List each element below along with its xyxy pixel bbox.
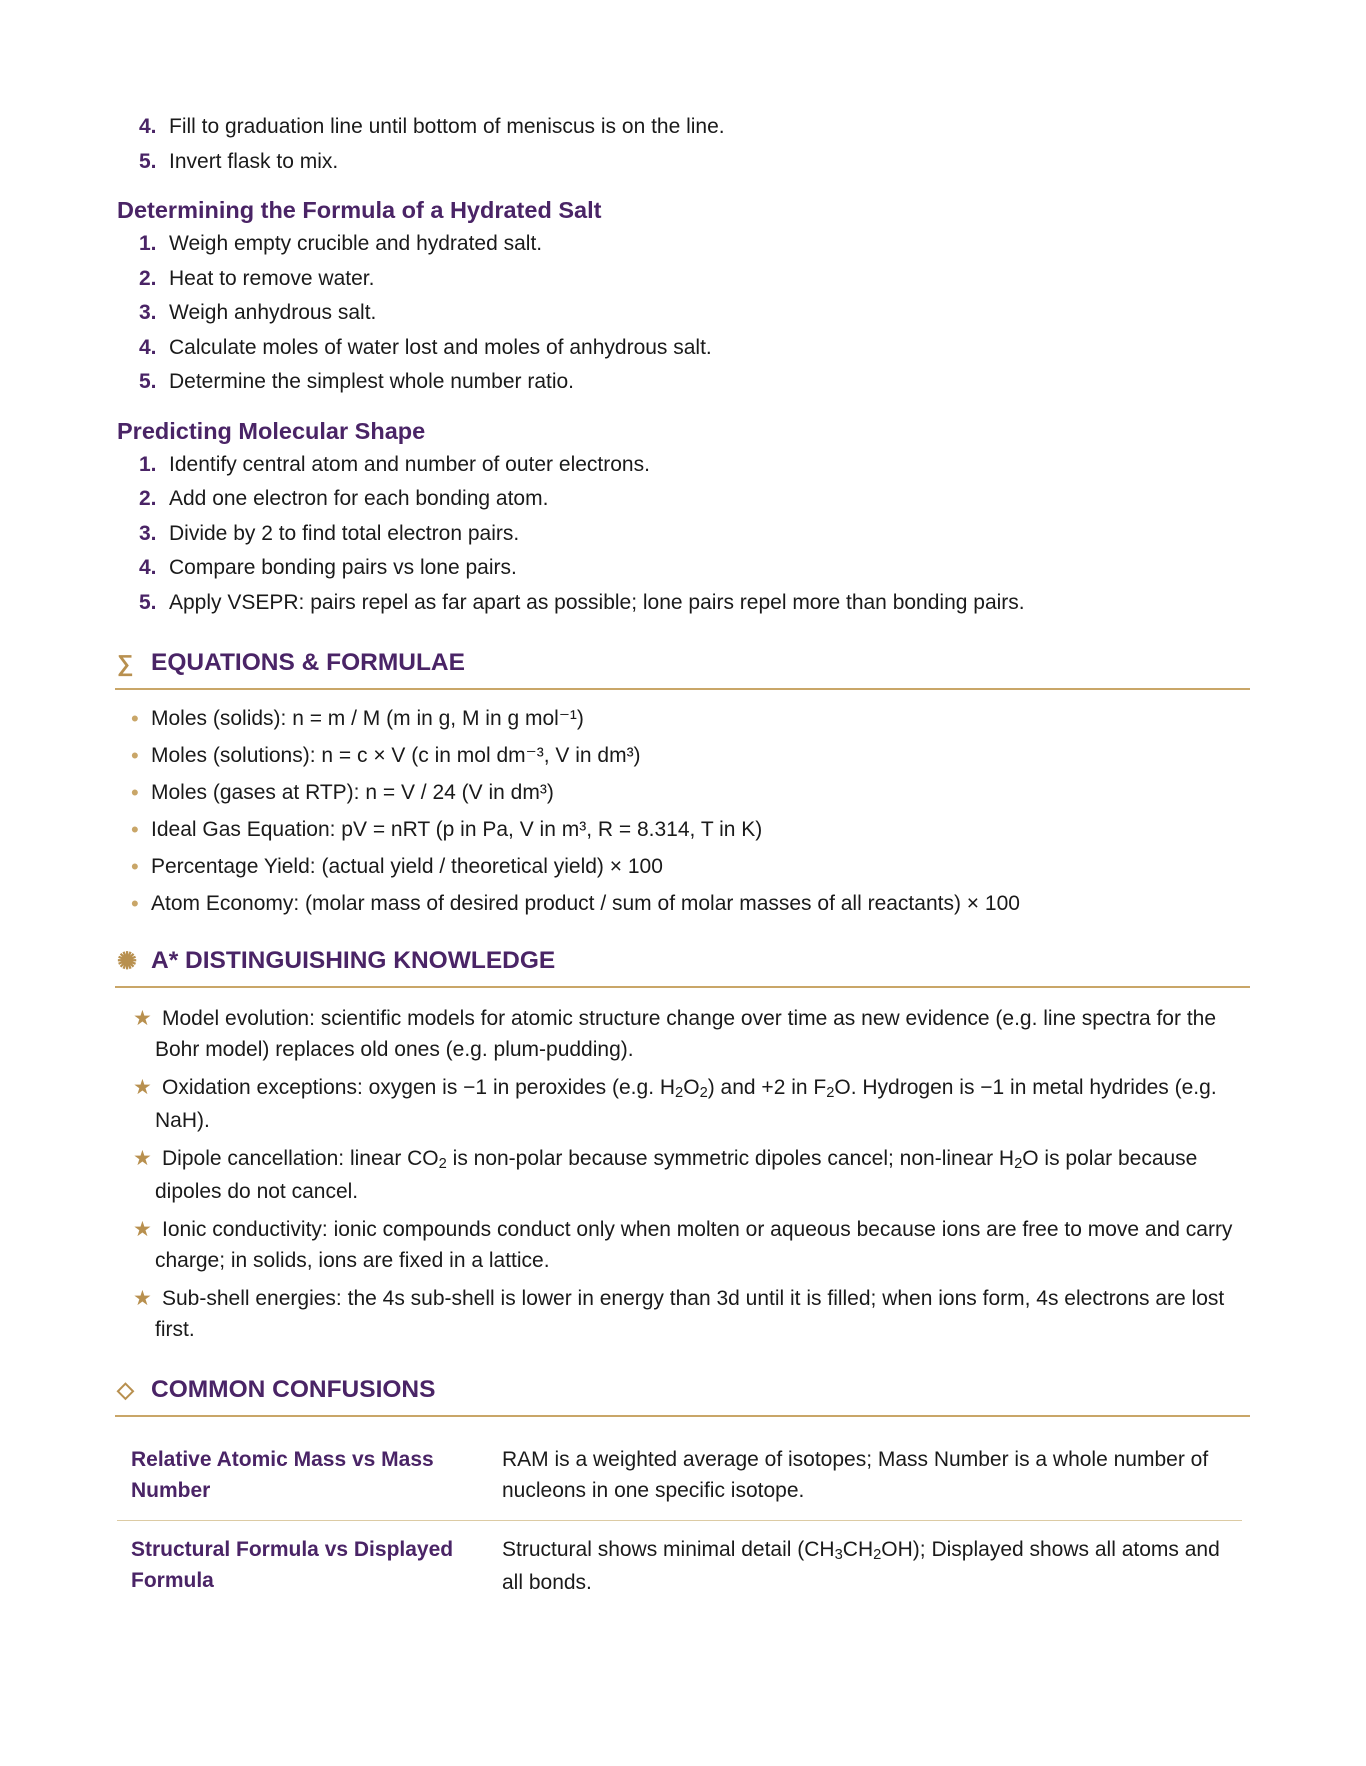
table-row xyxy=(117,1431,1242,1521)
knowledge-text: Oxidation exceptions: oxygen is −1 in peroxides (e.g. H2O2) and +2 in F2O. Hydrogen is −1 in metal hydrides (e.g. NaH). xyxy=(155,1076,1217,1132)
step-text: Determine the simplest whole number ratio. xyxy=(169,370,575,393)
step-text: Weigh anhydrous salt. xyxy=(169,301,377,324)
distinguishing-heading xyxy=(115,942,1250,980)
step-number: 2. xyxy=(139,487,157,510)
step-number: 5. xyxy=(139,370,157,393)
confusions-section xyxy=(115,1371,1250,1612)
knowledge-text: Dipole cancellation: linear CO2 is non-polar because symmetric dipoles cancel; non-linear H2O is polar because dipoles do not cancel. xyxy=(155,1147,1198,1203)
list-item xyxy=(131,885,1250,922)
list-item xyxy=(133,1144,1250,1207)
bullet-icon: • xyxy=(131,743,139,768)
list-item xyxy=(139,227,1250,262)
star-icon: ★ xyxy=(133,1147,152,1170)
step-number: 5. xyxy=(139,590,157,614)
equations-section xyxy=(115,644,1250,922)
equation-text: Moles (gases at RTP): n = V / 24 (V in dm³) xyxy=(151,781,554,804)
sigma-icon: ∑ xyxy=(117,649,134,676)
step-text: Heat to remove water. xyxy=(169,266,375,290)
step-text: Fill to graduation line until bottom of meniscus is on the line. xyxy=(169,115,725,138)
list-item xyxy=(131,848,1250,885)
bullet-icon: • xyxy=(131,854,139,879)
confusion-description: RAM is a weighted average of isotopes; Mass Number is a whole number of nucleons in one specific isotope. xyxy=(502,1448,1209,1502)
list-item xyxy=(131,700,1250,737)
molecular-shape-steps xyxy=(115,448,1250,621)
star-icon: ★ xyxy=(133,1218,152,1241)
list-item xyxy=(131,737,1250,774)
list-item xyxy=(133,1073,1250,1136)
knowledge-text: Sub-shell energies: the 4s sub-shell is lower in energy than 3d until it is filled; when ions form, 4s electrons are lost first. xyxy=(155,1287,1225,1341)
list-item xyxy=(131,774,1250,811)
step-number: 1. xyxy=(139,452,157,476)
diamond-icon: ◇ xyxy=(117,1377,134,1402)
bullet-icon: • xyxy=(131,891,139,916)
step-text: Compare bonding pairs vs lone pairs. xyxy=(169,556,517,579)
equations-heading xyxy=(115,644,1250,682)
star-icon: ★ xyxy=(133,1287,152,1310)
confusions-title: COMMON CONFUSIONS xyxy=(151,1376,436,1403)
confusion-term: Structural Formula vs Displayed Formula xyxy=(117,1521,488,1613)
step-number: 3. xyxy=(139,521,157,545)
step-text: Invert flask to mix. xyxy=(169,149,339,173)
step-number: 4. xyxy=(139,115,157,138)
confusion-term: Relative Atomic Mass vs Mass Number xyxy=(131,1448,434,1502)
hydrated-salt-heading: Determining the Formula of a Hydrated Salt xyxy=(117,197,602,223)
list-item xyxy=(139,586,1250,621)
equations-title: EQUATIONS & FORMULAE xyxy=(151,649,465,676)
list-item xyxy=(139,517,1250,552)
list-item xyxy=(133,1284,1250,1345)
section-divider xyxy=(115,688,1250,690)
knowledge-text: Model evolution: scientific models for atomic structure change over time as new evidence (e.g. line spectra for the Bohr model) replaces old ones (e.g. plum-pudding). xyxy=(155,1007,1217,1061)
step-number: 5. xyxy=(139,149,157,173)
document-page xyxy=(115,110,1250,1612)
bullet-icon: • xyxy=(131,780,139,805)
equation-text: Ideal Gas Equation: pV = nRT (p in Pa, V in m³, R = 8.314, T in K) xyxy=(151,818,763,841)
list-item xyxy=(139,448,1250,483)
list-item xyxy=(139,110,1250,145)
hydrated-salt-steps xyxy=(115,227,1250,400)
step-text: Add one electron for each bonding atom. xyxy=(169,487,549,510)
prev-procedure-list xyxy=(115,110,1250,179)
step-text: Apply VSEPR: pairs repel as far apart as possible; lone pairs repel more than bonding pairs. xyxy=(169,590,1025,614)
step-text: Identify central atom and number of outer electrons. xyxy=(169,452,650,476)
sunburst-icon: ✺ xyxy=(117,947,138,975)
step-text: Calculate moles of water lost and moles of anhydrous salt. xyxy=(169,335,712,359)
distinguishing-title: A* DISTINGUISHING KNOWLEDGE xyxy=(151,947,556,974)
bullet-icon: • xyxy=(131,706,139,731)
confusions-table xyxy=(117,1431,1242,1612)
list-item xyxy=(139,482,1250,517)
step-number: 3. xyxy=(139,301,157,324)
molecular-shape-heading: Predicting Molecular Shape xyxy=(117,417,426,444)
step-number: 4. xyxy=(139,556,157,579)
confusions-heading xyxy=(115,1371,1250,1409)
list-item xyxy=(131,811,1250,848)
confusion-description: Structural shows minimal detail (CH3CH2OH); Displayed shows all atoms and all bonds. xyxy=(488,1521,1242,1613)
equation-text: Atom Economy: (molar mass of desired product / sum of molar masses of all reactants) × 100 xyxy=(151,892,1020,915)
equations-list xyxy=(115,700,1250,922)
step-number: 1. xyxy=(139,232,157,255)
distinguishing-list xyxy=(115,1004,1250,1345)
list-item xyxy=(139,145,1250,180)
star-icon: ★ xyxy=(133,1076,152,1099)
list-item xyxy=(139,296,1250,331)
step-number: 2. xyxy=(139,266,157,290)
list-item xyxy=(133,1004,1250,1065)
equation-text: Moles (solutions): n = c × V (c in mol dm⁻³, V in dm³) xyxy=(151,744,641,767)
equation-text: Percentage Yield: (actual yield / theoretical yield) × 100 xyxy=(151,855,663,878)
section-divider xyxy=(115,986,1250,988)
star-icon: ★ xyxy=(133,1007,152,1030)
list-item xyxy=(139,365,1250,400)
list-item xyxy=(139,262,1250,297)
list-item xyxy=(139,551,1250,586)
bullet-icon: • xyxy=(131,817,139,842)
step-text: Divide by 2 to find total electron pairs. xyxy=(169,521,520,545)
list-item xyxy=(133,1215,1250,1276)
list-item xyxy=(139,331,1250,366)
knowledge-text: Ionic conductivity: ionic compounds conduct only when molten or aqueous because ions are free to move and carry charge; in solids, ions are fixed in a lattice. xyxy=(155,1218,1233,1272)
section-divider xyxy=(115,1415,1250,1417)
distinguishing-section xyxy=(115,942,1250,1345)
step-number: 4. xyxy=(139,335,157,359)
step-text: Weigh empty crucible and hydrated salt. xyxy=(169,232,543,255)
equation-text: Moles (solids): n = m / M (m in g, M in g mol⁻¹) xyxy=(151,707,584,730)
table-row xyxy=(117,1521,1242,1613)
